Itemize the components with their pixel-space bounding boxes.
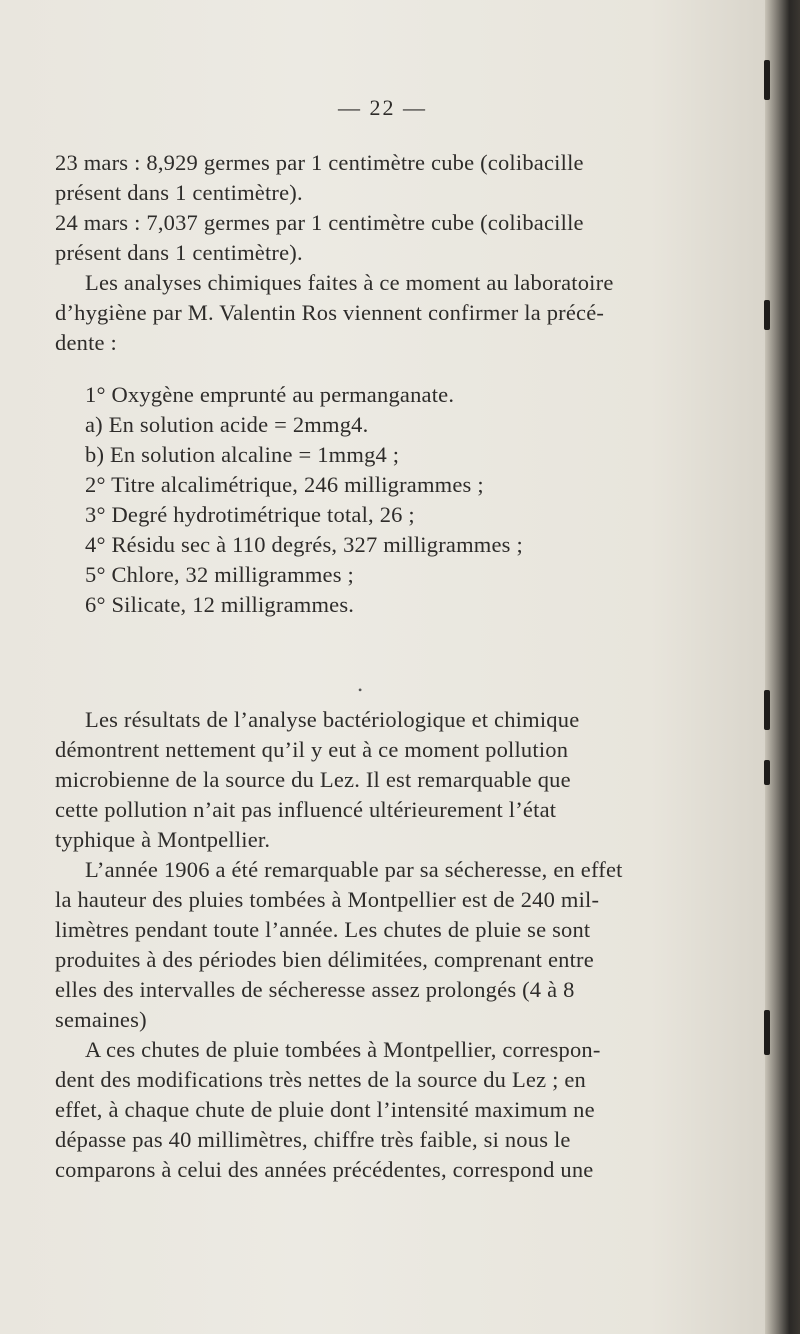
analysis-item: 3° Degré hydrotimétrique total, 26 ; xyxy=(85,502,415,527)
analysis-item: 2° Titre alcalimétrique, 246 milligrammes ; xyxy=(85,472,484,497)
text-line: dépasse pas 40 millimètres, chiffre très faible, si nous le xyxy=(55,1127,571,1152)
text-line: dente : xyxy=(55,330,118,355)
conclusion-section xyxy=(55,705,760,1185)
text-line: 24 mars : 7,037 germes par 1 centimètre cube (colibacille xyxy=(55,210,584,235)
analysis-item: b) En solution alcaline = 1mmg4 ; xyxy=(85,442,400,467)
text-line: elles des intervalles de sécheresse assez prolongés (4 à 8 xyxy=(55,977,575,1002)
text-line: L’année 1906 a été remarquable par sa sécheresse, en effet xyxy=(85,857,623,882)
text-line: démontrent nettement qu’il y eut à ce moment pollution xyxy=(55,737,569,762)
analysis-item: 4° Résidu sec à 110 degrés, 327 milligrammes ; xyxy=(85,532,523,557)
edge-mark xyxy=(764,690,770,730)
analysis-item: 1° Oxygène emprunté au permanganate. xyxy=(85,382,455,407)
text-line: présent dans 1 centimètre). xyxy=(55,240,303,265)
book-spine-edge xyxy=(765,0,800,1334)
text-line: d’hygiène par M. Valentin Ros viennent confirmer la précé- xyxy=(55,300,605,325)
text-line: microbienne de la source du Lez. Il est remarquable que xyxy=(55,767,571,792)
edge-mark xyxy=(764,1010,770,1055)
text-line: Les résultats de l’analyse bactériologique et chimique xyxy=(85,707,580,732)
edge-mark xyxy=(764,60,770,100)
text-line: A ces chutes de pluie tombées à Montpellier, correspon- xyxy=(85,1037,601,1062)
text-line: la hauteur des pluies tombées à Montpellier est de 240 mil- xyxy=(55,887,600,912)
text-line: Les analyses chimiques faites à ce moment au laboratoire xyxy=(85,270,614,295)
edge-mark xyxy=(764,300,770,330)
text-line: limètres pendant toute l’année. Les chutes de pluie se sont xyxy=(55,917,591,942)
text-line: typhique à Montpellier. xyxy=(55,827,271,852)
separator-mark: • xyxy=(358,683,363,697)
text-line: produites à des périodes bien délimitées, comprenant entre xyxy=(55,947,594,972)
intro-section xyxy=(55,148,760,358)
text-line: effet, à chaque chute de pluie dont l’intensité maximum ne xyxy=(55,1097,595,1122)
analysis-item: 5° Chlore, 32 milligrammes ; xyxy=(85,562,354,587)
edge-mark xyxy=(764,760,770,785)
analysis-list xyxy=(55,380,760,620)
text-line: 23 mars : 8,929 germes par 1 centimètre cube (colibacille xyxy=(55,150,584,175)
text-line: dent des modifications très nettes de la source du Lez ; en xyxy=(55,1067,587,1092)
text-line: cette pollution n’ait pas influencé ultérieurement l’état xyxy=(55,797,557,822)
text-line: semaines) xyxy=(55,1007,147,1032)
text-line: présent dans 1 centimètre). xyxy=(55,180,303,205)
text-line: comparons à celui des années précédentes, correspond une xyxy=(55,1157,594,1182)
analysis-item: 6° Silicate, 12 milligrammes. xyxy=(85,592,355,617)
analysis-item: a) En solution acide = 2mmg4. xyxy=(85,412,369,437)
page-number: — 22 — xyxy=(338,95,427,120)
